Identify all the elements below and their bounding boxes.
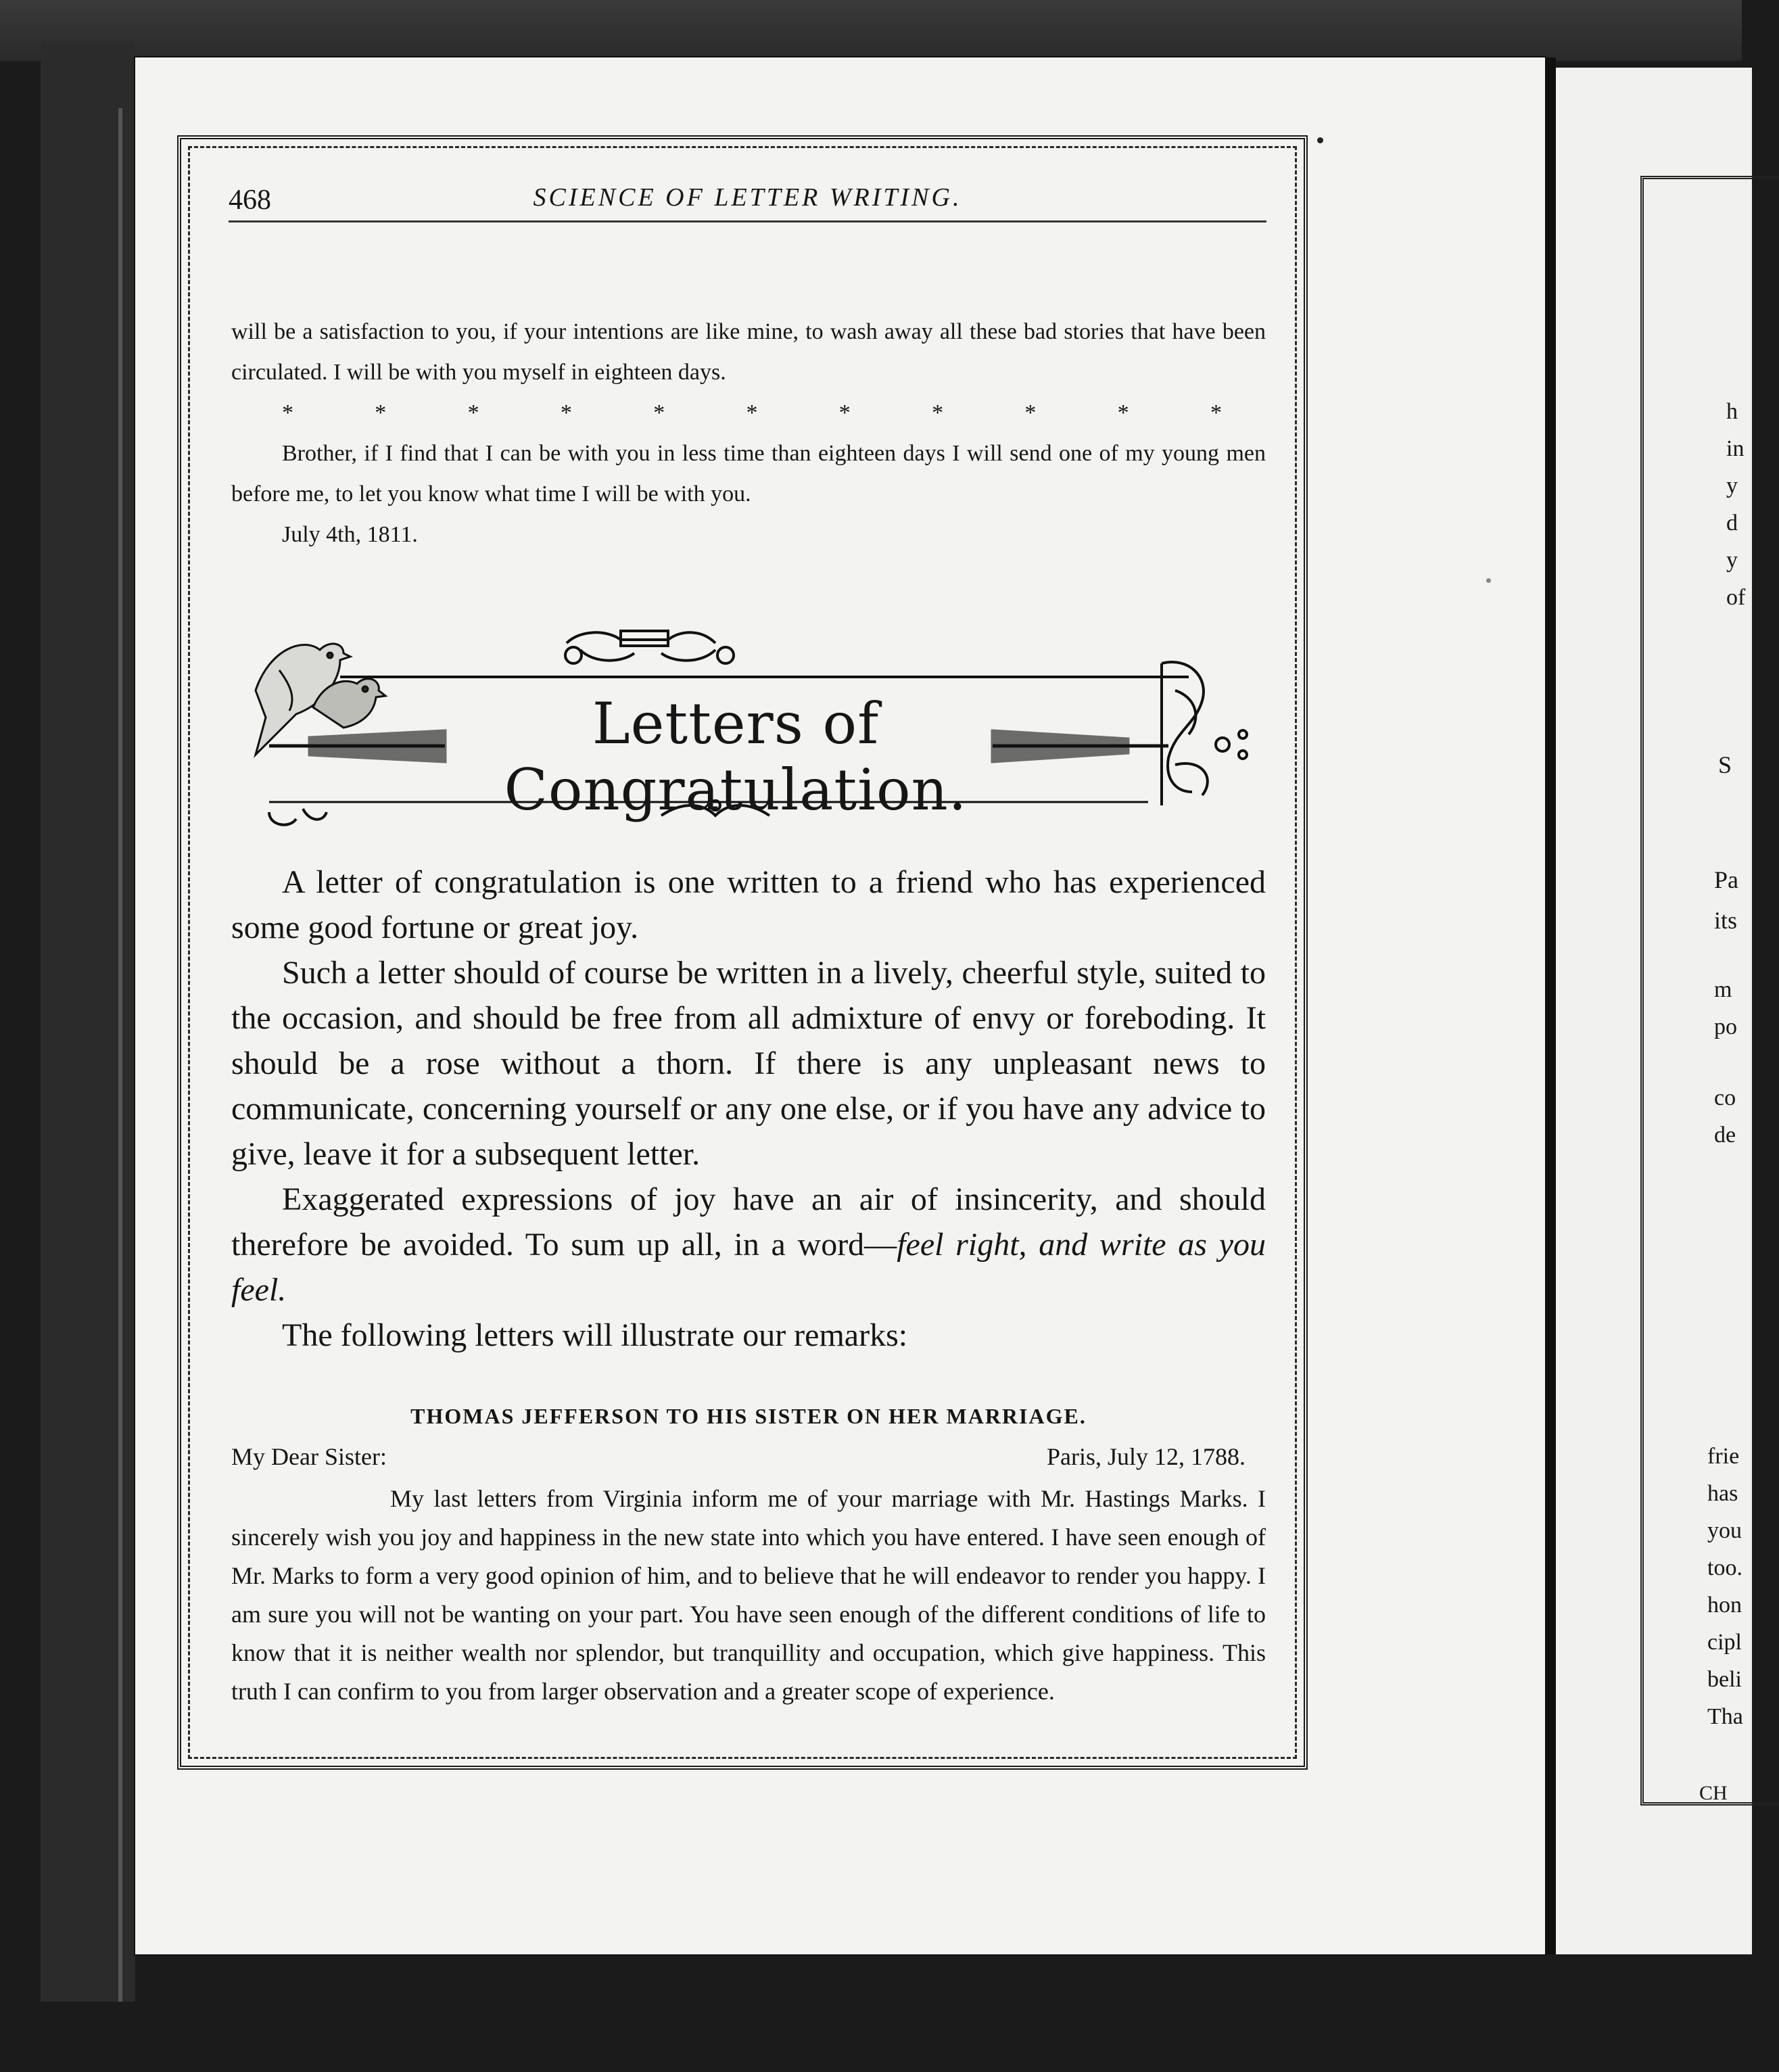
star: * bbox=[746, 400, 758, 425]
facing-page bbox=[1556, 68, 1752, 1954]
section-title-banner bbox=[229, 589, 1256, 839]
facing-text: its bbox=[1714, 907, 1738, 934]
facing-text: co bbox=[1714, 1085, 1736, 1110]
section-break-stars bbox=[282, 393, 1222, 433]
corner-filigree bbox=[1162, 662, 1247, 805]
previous-letter-paragraph: Brother, if I find that I can be with you in less time than eighteen days I will send one of my young men before me, to let you know what time I will be with you. bbox=[231, 441, 1266, 507]
facing-text: h bbox=[1726, 399, 1738, 424]
page-gutter bbox=[1545, 57, 1556, 1954]
book-spine bbox=[41, 41, 135, 2002]
facing-text: CH bbox=[1699, 1782, 1728, 1804]
facing-text: too. bbox=[1707, 1555, 1742, 1580]
star: * bbox=[932, 400, 944, 425]
dateline: Paris, July 12, 1788. bbox=[1046, 1443, 1246, 1470]
facing-text: y bbox=[1726, 473, 1738, 498]
previous-letter-paragraph: will be a satisfaction to you, if your intentions are like mine, to wash away all these bad stories that have been circulated. I will be with you myself in eighteen days. bbox=[231, 319, 1266, 385]
facing-text: of bbox=[1726, 585, 1746, 610]
letter-heading: THOMAS JEFFERSON TO HIS SISTER ON HER MARRIAGE. bbox=[410, 1404, 1087, 1428]
facing-text: Pa bbox=[1714, 866, 1738, 893]
example-letter bbox=[231, 1438, 1266, 1711]
facing-text: has bbox=[1707, 1481, 1738, 1506]
star: * bbox=[467, 400, 479, 425]
star: * bbox=[1024, 400, 1037, 425]
star: * bbox=[375, 400, 387, 425]
star: * bbox=[560, 400, 572, 425]
facing-text: Tha bbox=[1707, 1704, 1743, 1729]
spine-line bbox=[118, 108, 122, 2002]
previous-letter-date: July 4th, 1811. bbox=[282, 522, 418, 547]
facing-text: frie bbox=[1707, 1444, 1740, 1469]
body-paragraph: The following letters will illustrate our remarks: bbox=[282, 1317, 908, 1353]
body-paragraph: A letter of congratulation is one written to a friend who has experienced some good fortune or great joy. bbox=[231, 864, 1266, 945]
facing-text: S bbox=[1718, 751, 1732, 778]
facing-text: hon bbox=[1707, 1593, 1742, 1618]
star: * bbox=[282, 400, 293, 425]
facing-text: cipl bbox=[1707, 1630, 1742, 1655]
letter-opening bbox=[231, 1438, 1266, 1480]
section-title: Letters of Congratulation. bbox=[504, 690, 968, 823]
facing-text: d bbox=[1726, 511, 1738, 536]
facing-text: po bbox=[1714, 1014, 1737, 1039]
previous-letter-ending bbox=[231, 312, 1266, 555]
star: * bbox=[838, 400, 851, 425]
scan-edge bbox=[0, 0, 1742, 61]
facing-text: beli bbox=[1707, 1667, 1742, 1692]
star: * bbox=[653, 400, 665, 425]
italic-maxim: feel right, and write as you feel. bbox=[231, 1227, 1266, 1308]
running-head: SCIENCE OF LETTER WRITING. bbox=[533, 183, 962, 212]
letter-body: My last letters from Virginia inform me of your marriage with Mr. Hastings Marks. I sincerely wish you joy and happiness in the new state into which you have entered. I have seen enough of Mr. Marks to form a very good opinion of him, and to believe that he will endeavor to render you happy. I am sure you will not be wanting on your part. You have seen enough of the different conditions of life to know that it is neither wealth nor splendor, but tranquillity and occupation, which give happiness. This truth I can confirm to you from larger observation and a greater scope of experience. bbox=[231, 1485, 1266, 1705]
star: * bbox=[1117, 400, 1129, 425]
facing-text: m bbox=[1714, 977, 1732, 1002]
ink-speck bbox=[1317, 137, 1323, 143]
section-body bbox=[231, 860, 1266, 1358]
facing-text: y bbox=[1726, 548, 1738, 573]
facing-text: you bbox=[1707, 1518, 1742, 1543]
facing-text: de bbox=[1714, 1123, 1736, 1148]
page-border bbox=[177, 135, 1308, 1770]
salutation: My Dear Sister: bbox=[231, 1443, 387, 1470]
body-text: Exaggerated expressions of joy have an air of insincerity, and should therefore be avoided. To sum up all, in a word— bbox=[231, 1181, 1266, 1263]
body-paragraph bbox=[231, 1177, 1266, 1313]
ink-speck bbox=[1486, 578, 1491, 583]
facing-text: in bbox=[1726, 436, 1745, 461]
body-paragraph: Such a letter should of course be written in a lively, cheerful style, suited to the occasion, and should be free from all admixture of envy or foreboding. It should be a rose without a thorn. If there is any unpleasant news to communicate, concerning yourself or any one else, or if you have any advice to give, leave it for a subsequent letter. bbox=[231, 955, 1266, 1172]
page-header bbox=[229, 180, 1266, 222]
page-number: 468 bbox=[229, 185, 271, 216]
top-scroll bbox=[565, 631, 734, 663]
star: * bbox=[1210, 400, 1222, 425]
